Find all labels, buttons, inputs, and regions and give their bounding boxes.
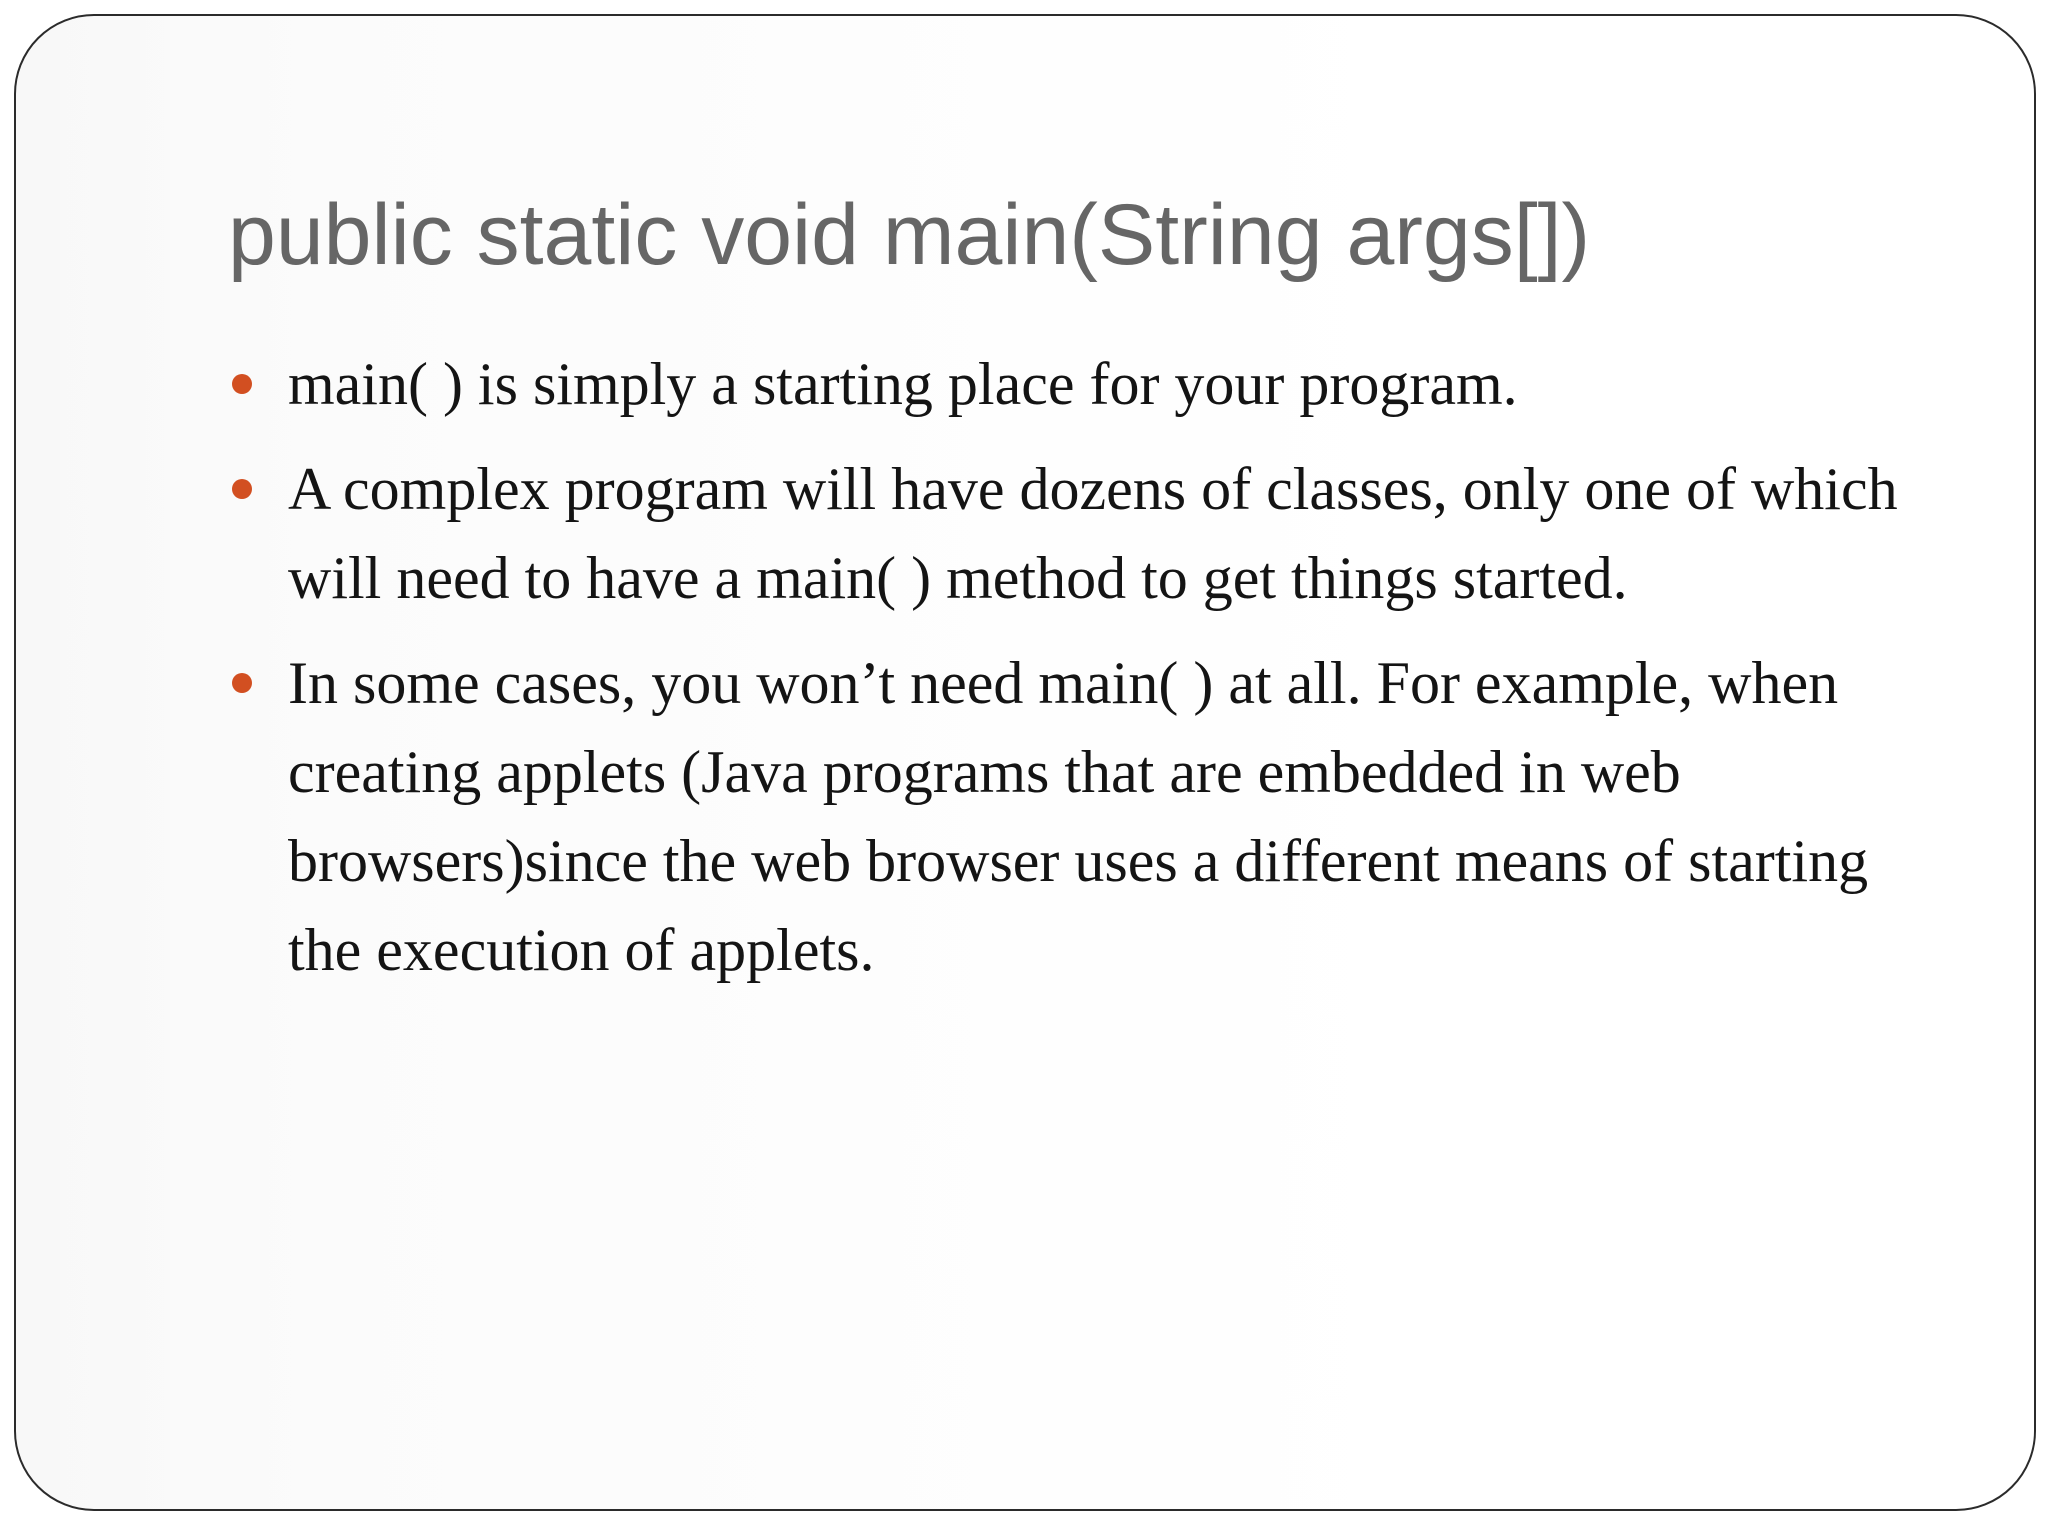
bullet-list <box>230 340 1910 1011</box>
bullet-text: A complex program will have dozens of classes, only one of which will need to have a main( ) method to get things started. <box>288 456 1898 611</box>
bullet-text: main( ) is simply a starting place for your program. <box>288 351 1518 417</box>
bullet-text: In some cases, you won’t need main( ) at all. For example, when creating applets (Java programs that are embedded in web browsers)since the web browser uses a different means of starting the execution of applets. <box>288 650 1869 983</box>
bullet-dot-icon <box>232 673 252 693</box>
bullet-item <box>230 639 1910 995</box>
bullet-dot-icon <box>232 374 252 394</box>
bullet-item <box>230 340 1910 429</box>
bullet-item <box>230 445 1910 623</box>
slide-title: public static void main(String args[]) <box>228 187 1591 283</box>
bullet-dot-icon <box>232 479 252 499</box>
